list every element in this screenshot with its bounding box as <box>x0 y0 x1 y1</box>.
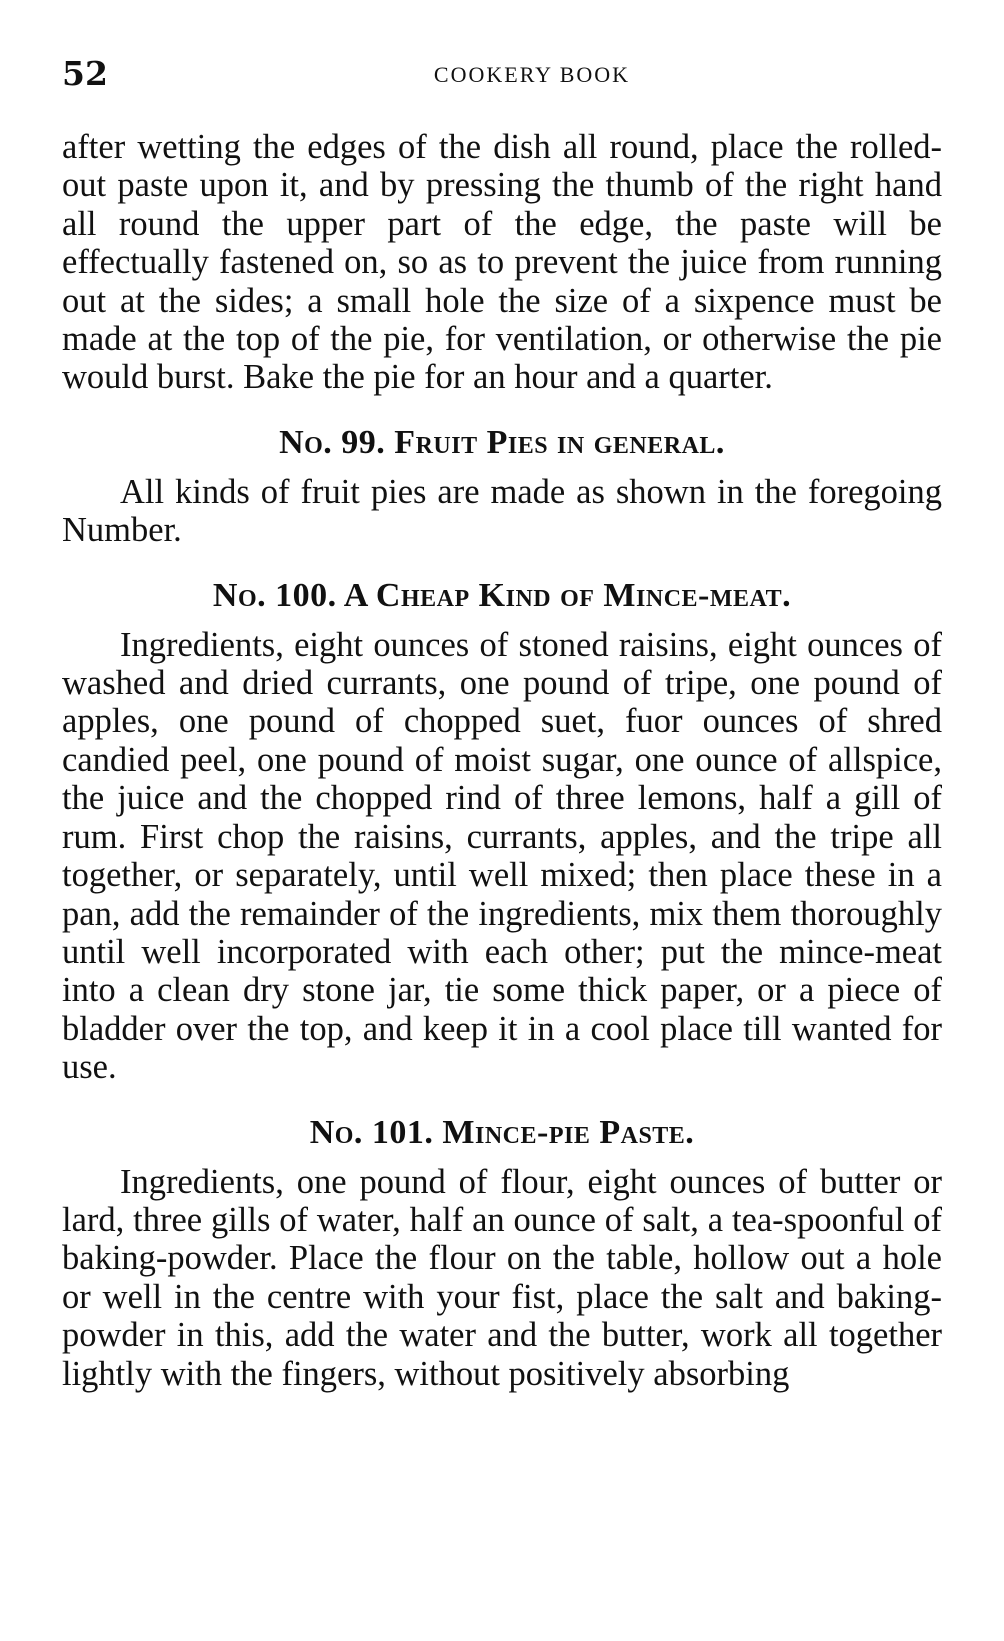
running-head <box>62 52 962 96</box>
recipe-paragraph-101: Ingredients, one pound of flour, eight ounces of butter or lard, three gills of water, half an ounce of salt, a tea-spoonful of baking-powder. Place the flour on the table, hollow out a hole or well in the centre with your fist, place the salt and baking-powder in this, add the water and the butter, work all together lightly with the fingers, without positively absorbing <box>62 1162 942 1393</box>
recipe-heading-101: No. 101. Mince-pie Paste. <box>309 1113 695 1151</box>
page-body <box>62 128 942 1393</box>
recipe-heading-99: No. 99. Fruit Pies in general. <box>279 423 725 461</box>
recipe-paragraph-99: All kinds of fruit pies are made as shown in the foregoing Number. <box>62 472 942 550</box>
continuation-paragraph: after wetting the edges of the dish all round, place the rolled-out paste upon it, and by pressing the thumb of the right hand all round the upper part of the edge, the paste will be effectually fastened on, so as to prevent the juice from running out at the sides; a small hole the size of a sixpence must be made at the top of the pie, for ventilation, or otherwise the pie would burst. Bake the pie for an hour and a quarter. <box>62 128 942 397</box>
page-number: 52 <box>62 54 108 93</box>
recipe-paragraph-100: Ingredients, eight ounces of stoned raisins, eight ounces of washed and dried currants, one pound of tripe, one pound of apples, one pound of chopped suet, fuor ounces of shred candied peel, one pound of moist sugar, one ounce of allspice, the juice and the chopped rind of three lemons, half a gill of rum. First chop the raisins, currants, apples, and the tripe all together, or separately, until well mixed; then place these in a pan, add the remainder of the ingredients, mix them thoroughly until well incorporated with each other; put the mince-meat into a clean dry stone jar, tie some thick paper, or a piece of bladder over the top, and keep it in a cool place till wanted for use. <box>62 625 942 1087</box>
recipe-heading-100: No. 100. A Cheap Kind of Mince-meat. <box>212 576 792 614</box>
book-title: COOKERY BOOK <box>433 62 631 87</box>
